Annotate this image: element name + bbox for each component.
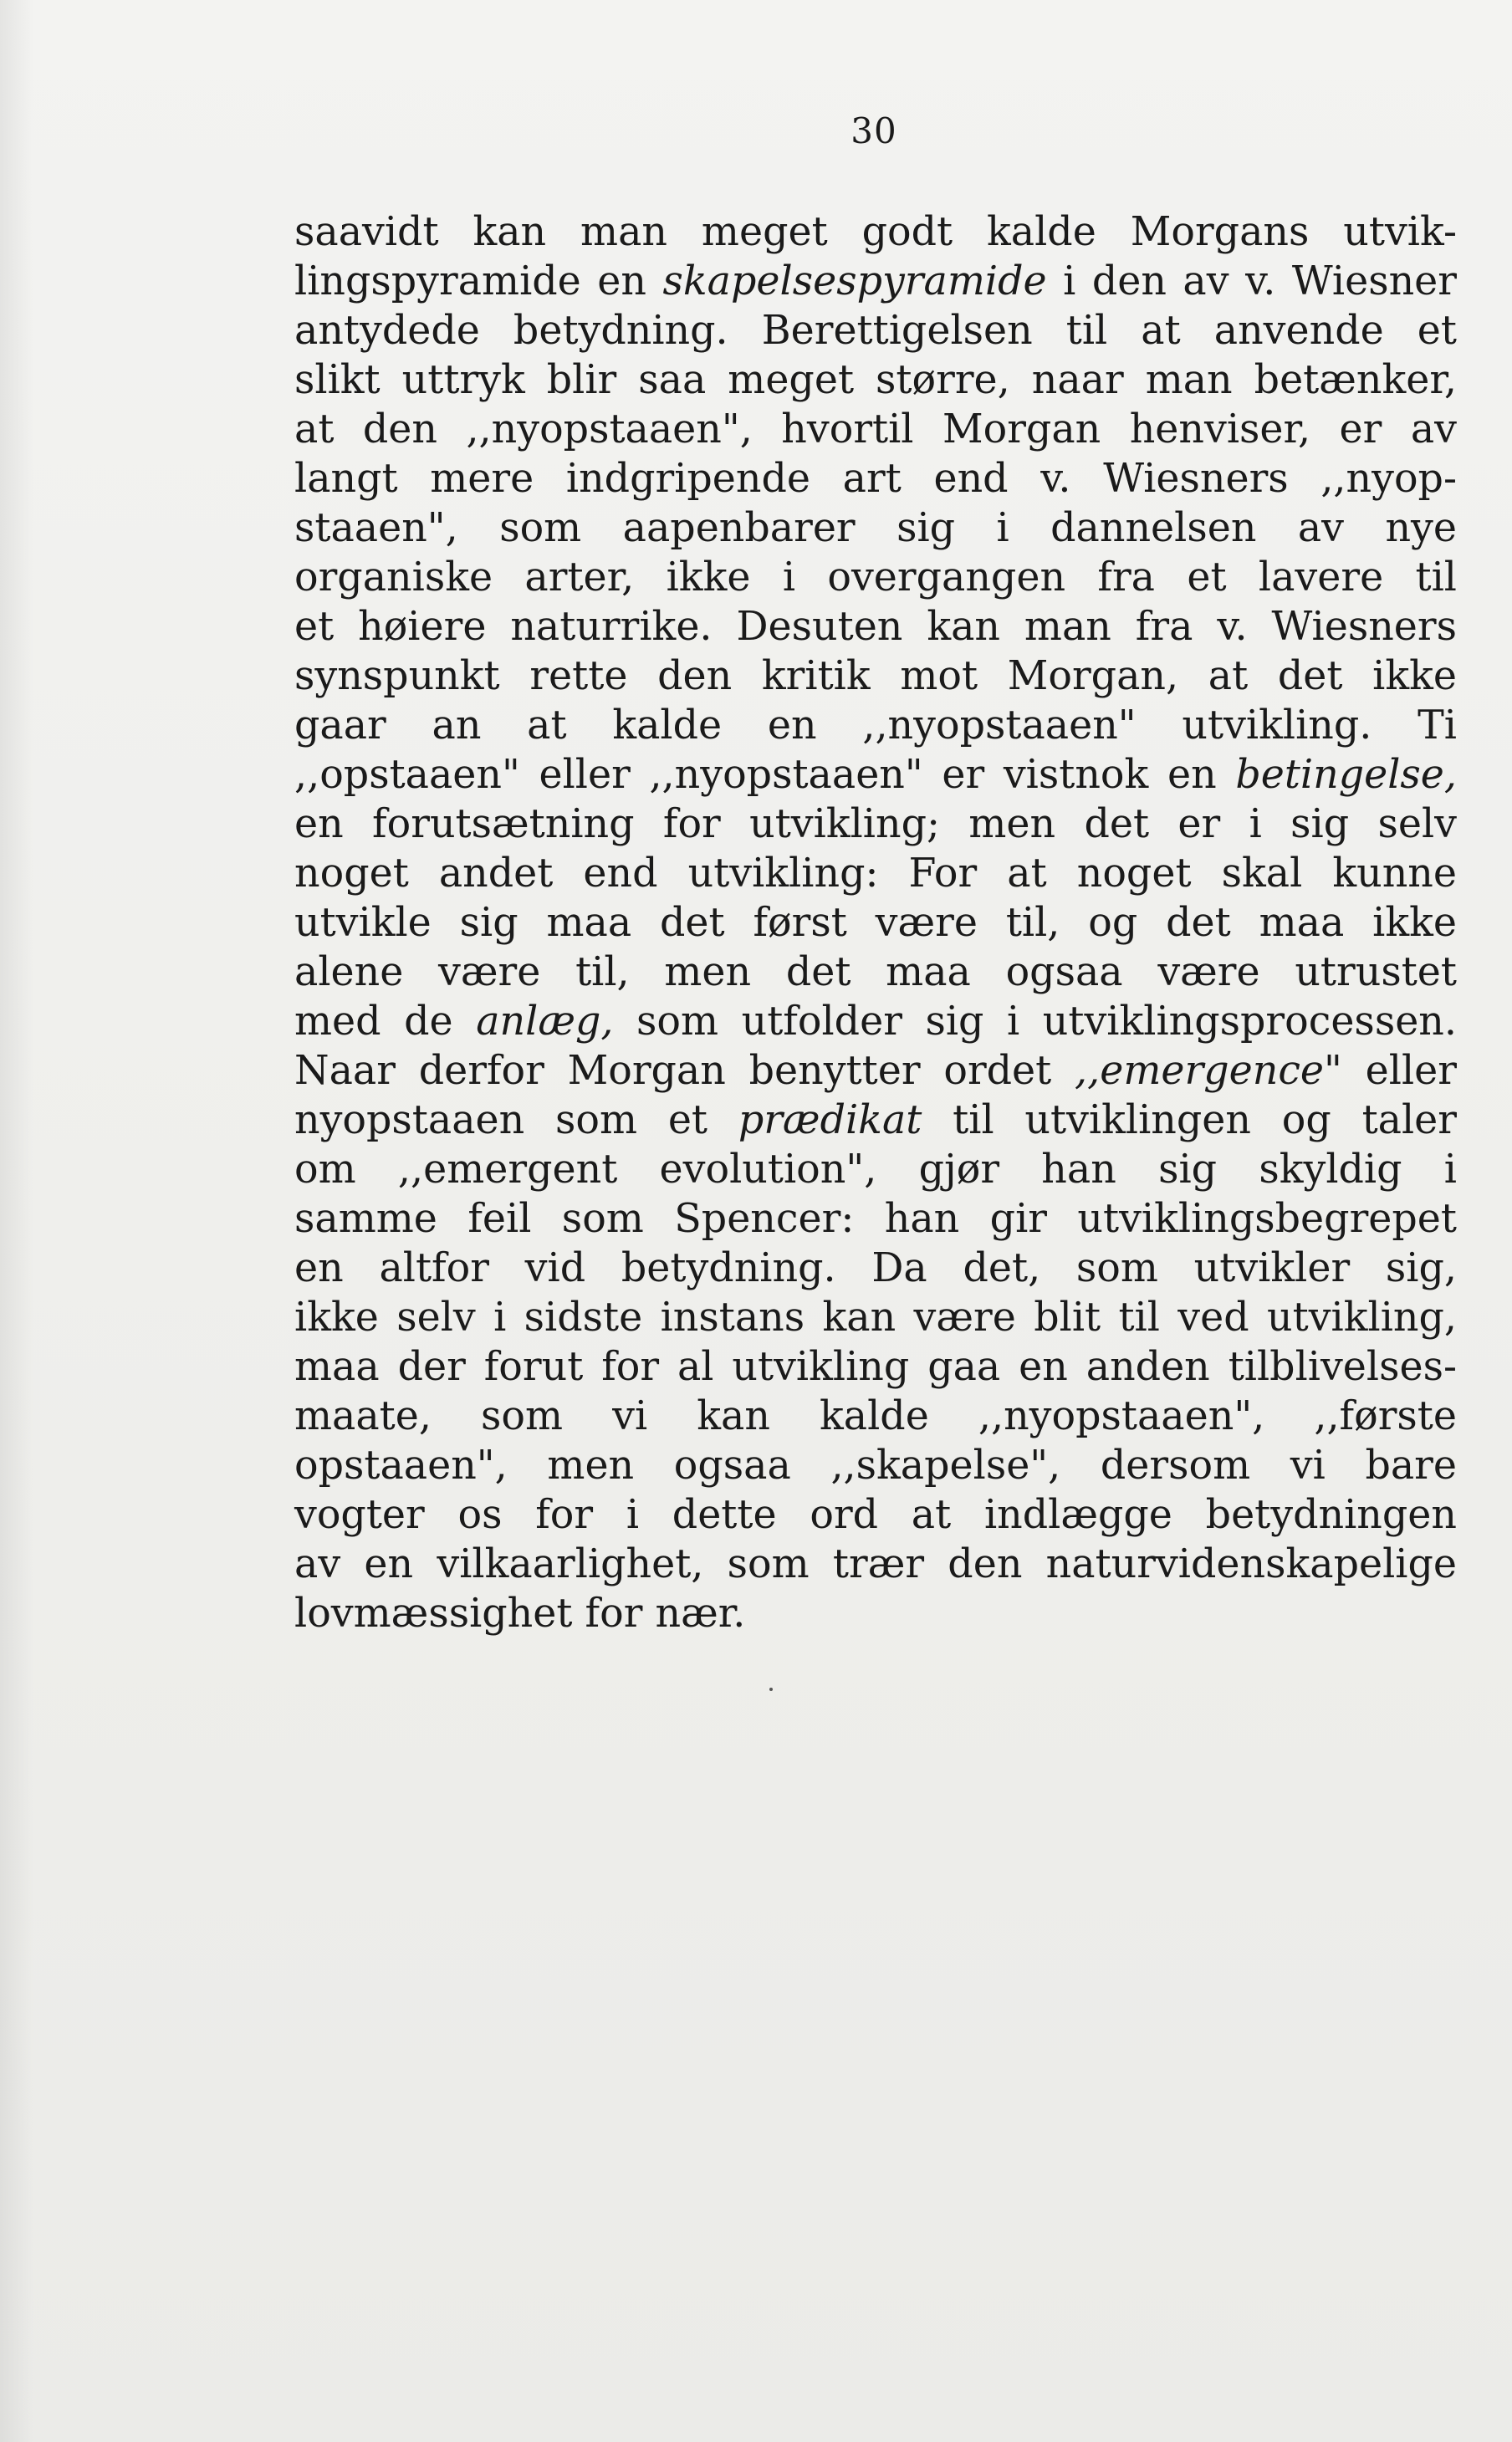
text-line (294, 1096, 1457, 1145)
text-line (294, 1145, 1457, 1194)
text-segment: et høiere naturrike. Desuten kan man fra v. Wiesners (294, 604, 1457, 650)
body-text (294, 207, 1457, 1638)
text-line (294, 800, 1457, 849)
text-line (294, 405, 1457, 454)
text-segment: gaar an at kalde en ,,nyopstaaen" utvikling. Ti (294, 702, 1457, 748)
text-segment: opstaaen", men ogsaa ,,skapelse", dersom vi bare (294, 1443, 1457, 1489)
text-segment: eller (1341, 1048, 1457, 1094)
text-line (294, 1589, 1457, 1638)
text-line (294, 355, 1457, 405)
text-segment: noget andet end utvikling: For at noget skal kunne (294, 851, 1457, 897)
text-segment: organiske arter, ikke i overgangen fra et lavere til (294, 554, 1457, 600)
text-segment: saavidt kan man meget godt kalde Morgans utvik- (294, 209, 1457, 255)
text-line (294, 1244, 1457, 1293)
text-line (294, 898, 1457, 948)
text-segment: skapelsespyramide (662, 258, 1047, 304)
text-line (294, 1046, 1457, 1096)
text-line (294, 651, 1457, 701)
text-segment: antydede betydning. Berettigelsen til at anvende et (294, 308, 1457, 354)
text-segment: ikke selv i sidste instans kan være blit til ved utvikling, (294, 1295, 1457, 1341)
text-segment: anlæg, (476, 999, 614, 1045)
text-segment: med de (294, 999, 477, 1045)
text-segment: utvikle sig maa det først være til, og det maa ikke (294, 900, 1457, 946)
text-segment: slikt uttryk blir saa meget større, naar man betænker, (294, 357, 1457, 403)
text-segment: Naar derfor Morgan benytter ordet (294, 1048, 1075, 1094)
text-line (294, 1441, 1457, 1490)
text-segment: synspunkt rette den kritik mot Morgan, at det ikke (294, 653, 1457, 699)
text-line (294, 602, 1457, 651)
text-line (294, 997, 1457, 1046)
print-speck (769, 1688, 773, 1691)
text-segment: alene være til, men det maa ogsaa være utrustet (294, 949, 1457, 995)
text-line (294, 1194, 1457, 1244)
text-segment: langt mere indgripende art end v. Wiesners ,,nyop- (294, 456, 1457, 502)
text-line (294, 1540, 1457, 1589)
text-segment: en forutsætning for utvikling; men det er i sig selv (294, 801, 1457, 847)
text-line (294, 1490, 1457, 1540)
text-segment: om ,,emergent evolution", gjør han sig skyldig i (294, 1147, 1457, 1193)
text-line (294, 207, 1457, 257)
text-segment: at den ,,nyopstaaen", hvortil Morgan henviser, er av (294, 406, 1457, 452)
text-line (294, 948, 1457, 997)
text-line (294, 257, 1457, 306)
text-line (294, 553, 1457, 602)
text-segment: ,,opstaaen" eller ,,nyopstaaen" er vistnok en (294, 752, 1236, 798)
text-segment: en altfor vid betydning. Da det, som utvikler sig, (294, 1245, 1457, 1291)
text-segment: staaen", som aapenbarer sig i dannelsen av nye (294, 505, 1457, 551)
text-segment: lovmæssighet for nær. (294, 1591, 746, 1637)
text-line (294, 454, 1457, 503)
text-segment: samme feil som Spencer: han gir utviklingsbegrepet (294, 1196, 1457, 1242)
text-segment: i den av v. Wiesner (1046, 258, 1457, 304)
text-segment: prædikat (738, 1097, 922, 1143)
text-line (294, 503, 1457, 553)
text-segment: ,,emergence" (1075, 1048, 1342, 1094)
text-segment: betingelse, (1235, 752, 1457, 798)
page-number: 30 (850, 110, 897, 151)
text-line (294, 1392, 1457, 1441)
text-line (294, 306, 1457, 355)
text-segment: maa der forut for al utvikling gaa en anden tilblivelses- (294, 1344, 1457, 1390)
text-segment: nyopstaaen som et (294, 1097, 738, 1143)
text-line (294, 750, 1457, 800)
text-line (294, 701, 1457, 750)
text-segment: maate, som vi kan kalde ,,nyopstaaen", ,,første (294, 1393, 1457, 1439)
page-gutter-shadow (0, 0, 33, 2442)
text-line (294, 1342, 1457, 1392)
text-segment: til utviklingen og taler (922, 1097, 1457, 1143)
text-line (294, 849, 1457, 898)
text-segment: som utfolder sig i utviklingsprocessen. (613, 999, 1457, 1045)
text-line (294, 1293, 1457, 1342)
text-segment: lingspyramide en (294, 258, 663, 304)
text-segment: vogter os for i dette ord at indlægge betydningen (294, 1492, 1457, 1538)
text-segment: av en vilkaarlighet, som trær den naturvidenskapelige (294, 1541, 1457, 1587)
